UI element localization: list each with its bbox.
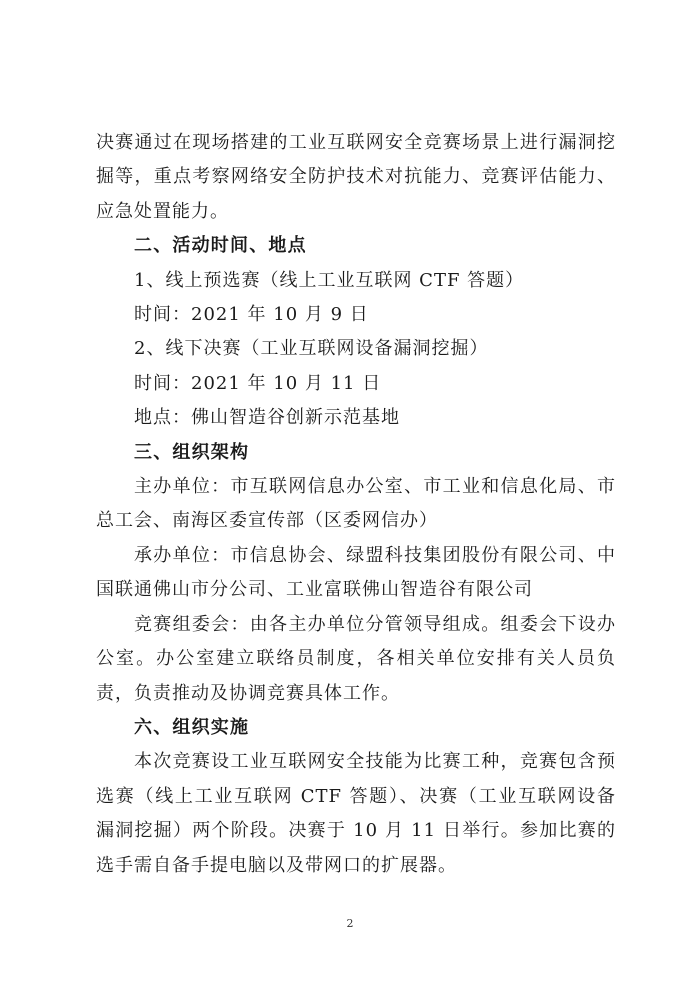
document-body bbox=[96, 126, 616, 883]
item-final-date: 时间：2021 年 10 月 11 日 bbox=[134, 372, 382, 394]
page-number: 2 bbox=[346, 917, 354, 930]
item-offline-final: 2、线下决赛（工业互联网设备漏洞挖掘） bbox=[134, 338, 489, 360]
paragraph-final-round-description: 决赛通过在现场搭建的工业互联网安全竞赛场景上进行漏洞挖掘等，重点考察网络安全防护技术对抗能力、竞赛评估能力、应急处置能力。 bbox=[96, 132, 616, 222]
paragraph-organizing-committee: 竞赛组委会：由各主办单位分管领导组成。组委会下设办公室。办公室建立联络员制度，各相关单位安排有关人员负责，负责推动及协调竞赛具体工作。 bbox=[96, 613, 616, 704]
heading-time-and-location: 二、活动时间、地点 bbox=[134, 235, 307, 257]
item-location: 地点：佛山智造谷创新示范基地 bbox=[134, 407, 400, 429]
paragraph-organizer-units: 承办单位：市信息协会、绿盟科技集团股份有限公司、中国联通佛山市分公司、工业富联佛山智造谷有限公司 bbox=[96, 544, 616, 601]
heading-organization-structure: 三、组织架构 bbox=[134, 441, 250, 463]
heading-implementation: 六、组织实施 bbox=[134, 716, 250, 738]
paragraph-implementation-details: 本次竞赛设工业互联网安全技能为比赛工种，竞赛包含预选赛（线上工业互联网 CTF 答题）、决赛（工业互联网设备漏洞挖掘）两个阶段。决赛于 10 月 11 日举行。参加比赛的选手需自备手提电脑以及带网口的扩展器。 bbox=[96, 751, 616, 876]
item-preliminary-date: 时间：2021 年 10 月 9 日 bbox=[134, 304, 369, 326]
item-online-preliminary: 1、线上预选赛（线上工业互联网 CTF 答题） bbox=[134, 269, 525, 291]
paragraph-host-units: 主办单位：市互联网信息办公室、市工业和信息化局、市总工会、南海区委宣传部（区委网信办） bbox=[96, 476, 616, 532]
